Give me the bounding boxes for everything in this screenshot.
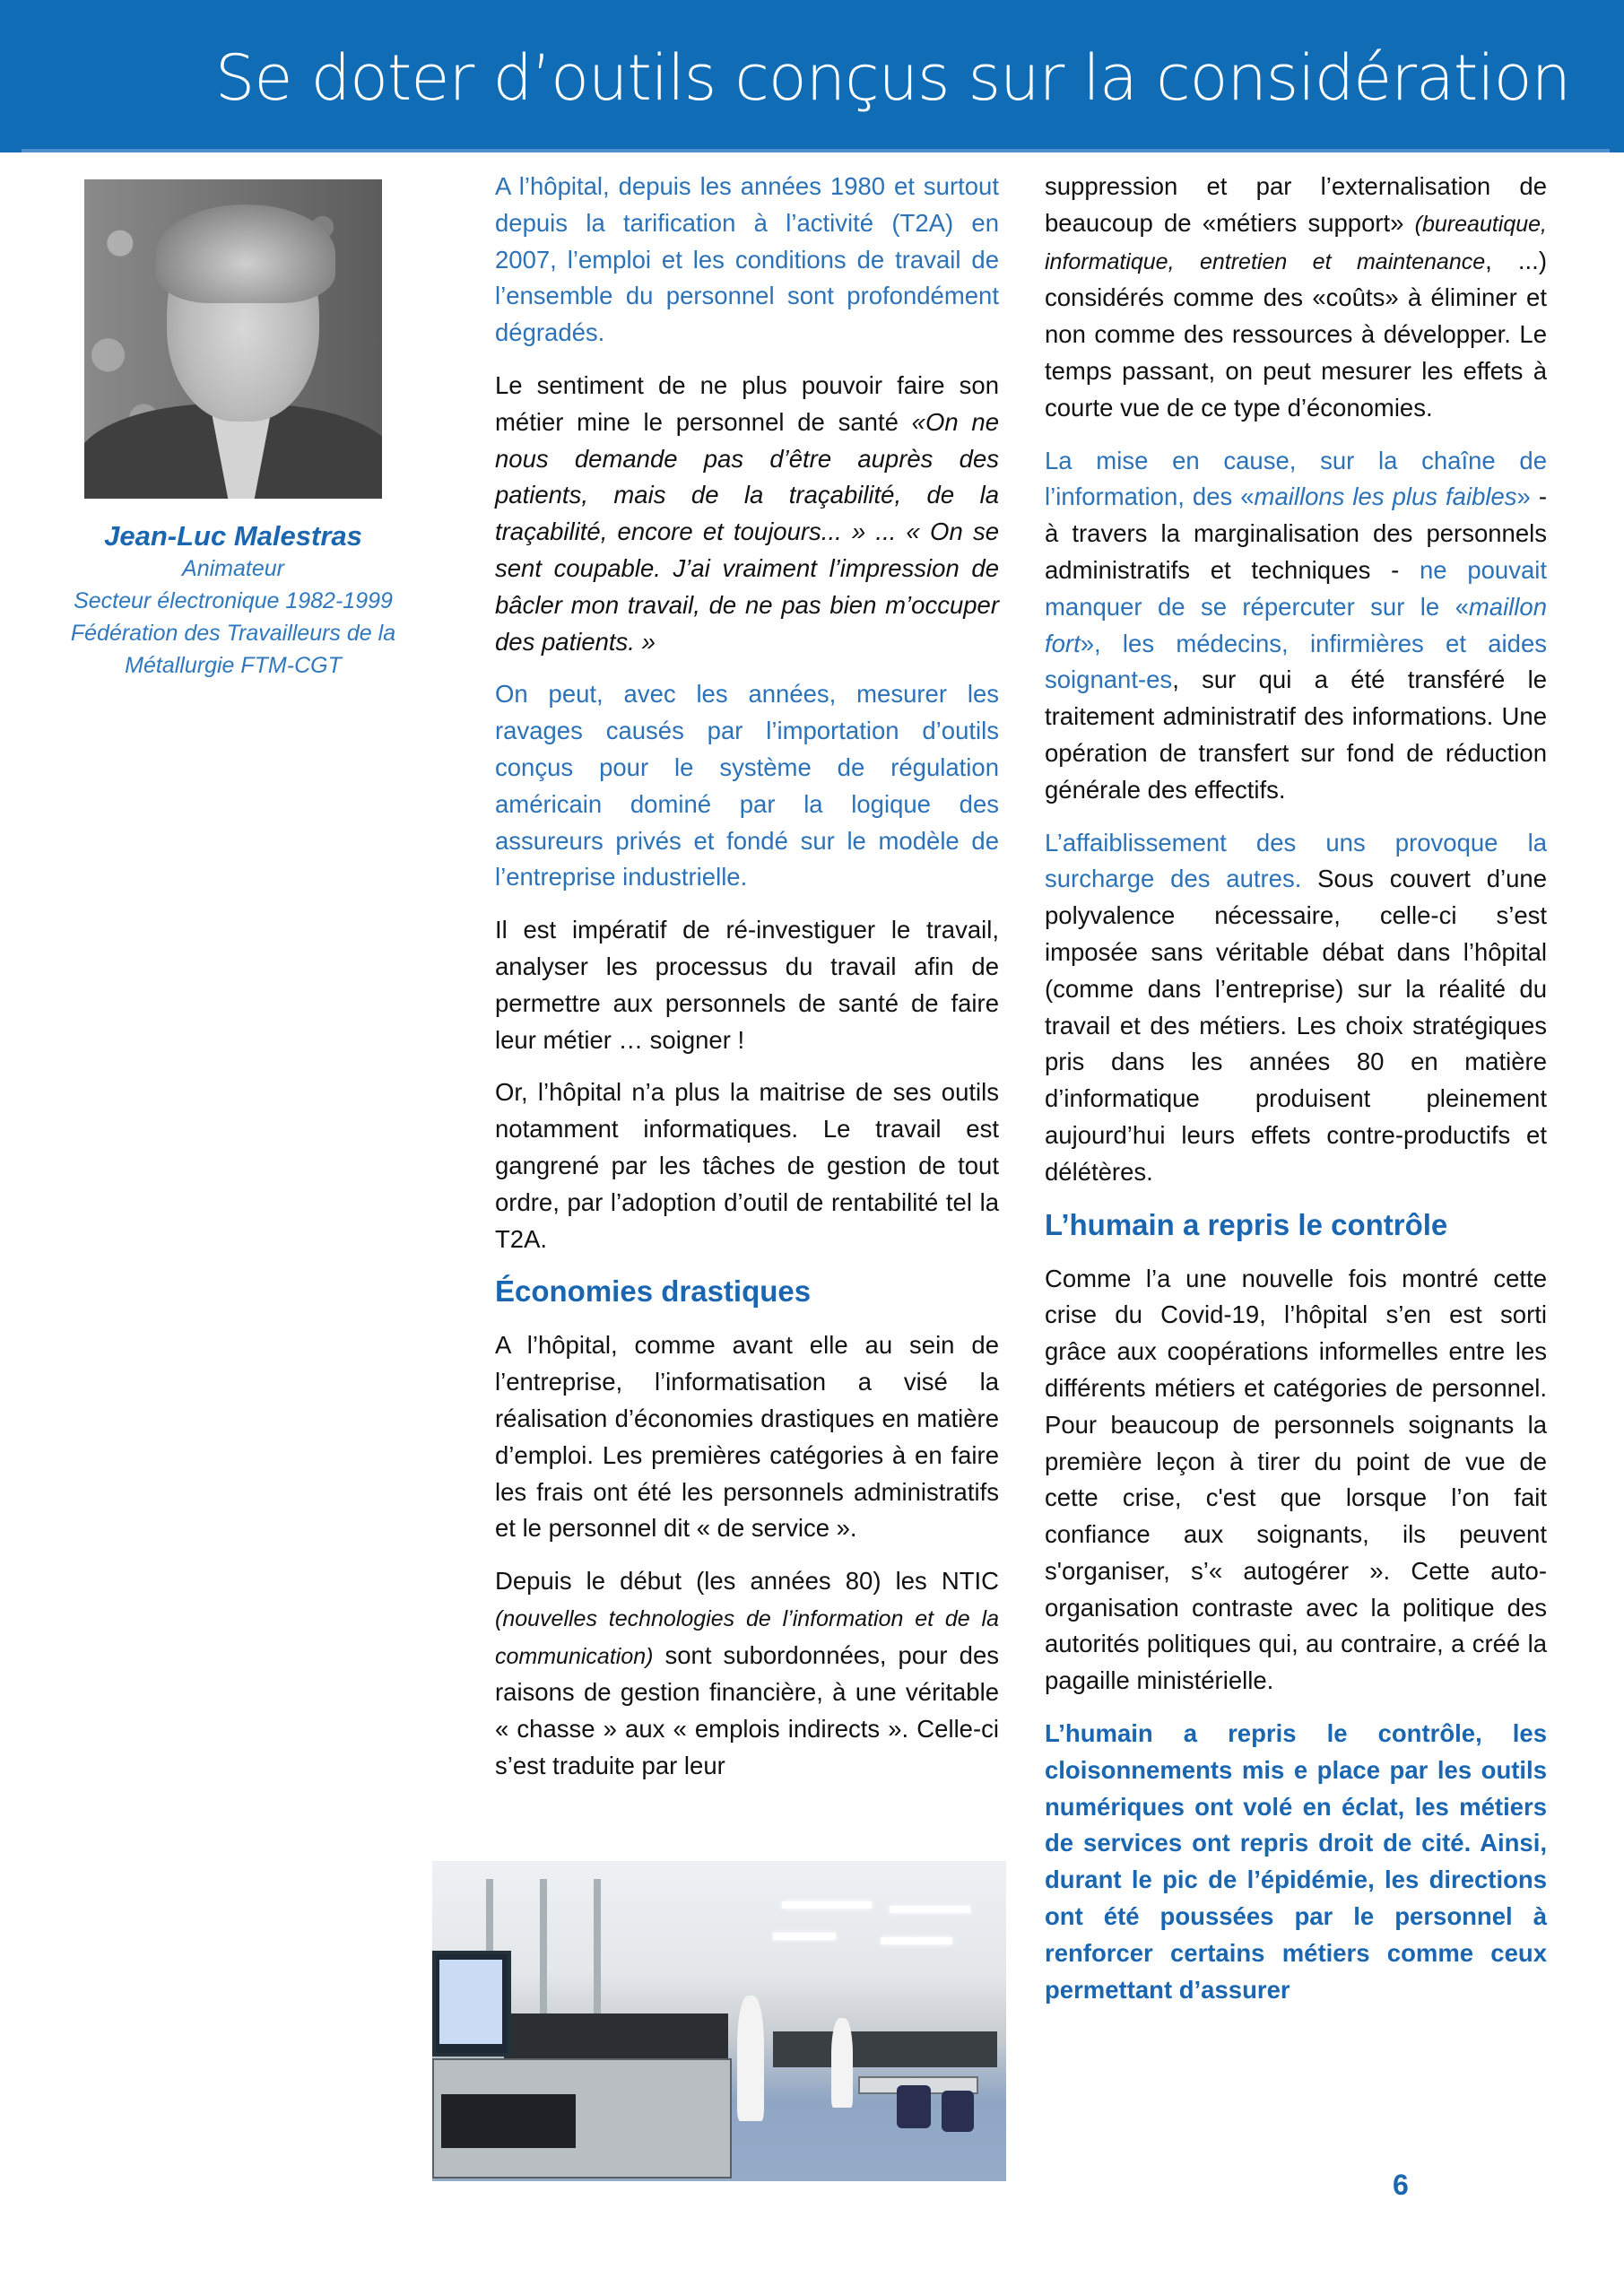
author-federation-cont: Métallurgie FTM-CGT: [125, 653, 342, 678]
author-portrait: [84, 179, 382, 499]
ntic-definition: (nouvelles technologies de l’information et de la communication): [495, 1605, 999, 1669]
page-number: 6: [1393, 2169, 1409, 2201]
affaiblissement-lead: L’affaiblissement des uns provoque la surcharge des autres.: [1045, 828, 1547, 893]
header-divider: [22, 149, 1610, 152]
technician-figure: [831, 2018, 853, 2108]
paragraph-sentiment-intro: Le sentiment de ne plus pouvoir faire son métier mine le personnel de santé: [495, 370, 999, 436]
ceiling-light: [890, 1906, 970, 1913]
maillon-fort: maillon fort: [1045, 592, 1547, 657]
maillons-blue-d: », les médecins, infirmières et aides soignant-es: [1045, 629, 1547, 694]
intro-paragraph: A l’hôpital, depuis les années 1980 et surtout depuis la tarification à l’activité (T2A) en 2007, l’emploi et les conditions de travail de l’ensemble du personnel sont profondément dégradés.: [495, 172, 999, 347]
author-federation: Fédération des Travailleurs de la: [70, 621, 396, 646]
paragraph-ntic-b: sont subordonnées, pour des raisons de gestion financière, à une véritable « chasse » aux « emplois indirects ». Celle-ci s’est traduite par leur: [495, 1640, 999, 1780]
maillons-blue-a: La mise en cause, sur la chaîne de l’information, des «: [1045, 446, 1547, 511]
ceiling-light: [881, 1937, 952, 1944]
portrait-hair: [156, 204, 335, 303]
machine-frame: [594, 1879, 601, 2031]
paragraph-covid: Comme l’a une nouvelle fois montré cette crise du Covid-19, l’hôpital s’en est sorti grâce aux coopérations informelles entre les différents métiers et catégories de personnel. Pour beaucoup de personnels soignants la première leçon à tirer du point de vue de cette crise, c'est que lorsque l’on fait confiance aux soignants, ils peuvent s'organiser, s’« autogérer ». Cette auto-organisation contraste avec la politique des autorités politiques qui, au contraire, a créé la pagaille ministérielle.: [1045, 1264, 1547, 1695]
paragraph-externalisation: [1045, 169, 1547, 427]
paragraph-ntic-a: Depuis le début (les années 80) les NTIC: [495, 1567, 999, 1596]
author-sidebar: [36, 179, 430, 682]
lab-chair: [897, 2085, 931, 2128]
ceiling-light: [782, 1901, 872, 1909]
monitor-screen: [439, 1960, 502, 2044]
maillons-blue-c: ne pouvait manquer de se répercuter sur le «: [1045, 555, 1547, 621]
maillons-black-b: , sur qui a été transféré le traitement administratif des informations. Une opération de transfert sur fond de réduction générale des effectifs.: [1045, 665, 1547, 804]
header-banner: [0, 0, 1624, 152]
paragraph-informatisation: A l’hôpital, comme avant elle au sein de l’entreprise, l’informatisation a visé la réalisation d’économies drastiques en matière d’emploi. Les premières catégories à en faire les frais ont été les personnels administratifs et le personnel dit « de service ».: [495, 1331, 999, 1543]
paragraph-externalisation-b: , ...) considérés comme des «coûts» à éliminer et non comme des ressources à développer. Le temps passant, on peut mesurer les effets à courte vue de ce type d’économies.: [1045, 246, 1547, 422]
article-column-middle: [495, 169, 999, 1801]
page-title: Se doter d’outils conçus sur la considération: [214, 41, 1570, 115]
affaiblissement-body: Sous couvert d’une polyvalence nécessaire, celle-ci s’est imposée sans véritable débat dans l’hôpital (comme dans l’entreprise) sur la réalité du travail et des métiers. Les choix stratégiques pris dans les années 80 en matière d’informatique produisent pleinement aujourd’hui leurs effets contre-productifs et délétères.: [1045, 865, 1547, 1186]
author-role: Animateur: [182, 556, 284, 581]
paragraph-ravages: On peut, avec les années, mesurer les ravages causés par l’importation d’outils conçus pour le système de régulation américain dominé par la logique des assureurs privés et fondé sur le modèle de l’entreprise industrielle.: [495, 680, 999, 891]
maillons-black-a: - à travers la marginalisation des personnels administratifs et techniques -: [1045, 483, 1547, 584]
paragraph-imperatif: Il est impératif de ré-investiguer le travail, analyser les processus du travail afin de permettre aux personnels de santé de faire leur métier … soigner !: [495, 916, 999, 1054]
machine-frame: [540, 1879, 547, 2031]
technician-figure: [737, 1996, 764, 2121]
assembly-machine: [504, 2013, 728, 2058]
author-name: Jean-Luc Malestras: [104, 520, 362, 552]
article-column-right: [1045, 169, 1547, 2024]
maillons-faibles: maillons les plus faibles: [1254, 483, 1517, 511]
ceiling-light: [773, 1933, 836, 1940]
section-heading-humain: L’humain a repris le contrôle: [1045, 1207, 1448, 1241]
paragraph-ntic: [495, 1563, 999, 1785]
electronics-lab-photo: [432, 1861, 1006, 2181]
computer-monitor: [432, 1951, 511, 2057]
staff-quote: «On ne nous demande pas d’être auprès des patients, mais de la traçabilité, de la traçabilité, encore et toujours... » ... « On se sent coupable. J’ai vraiment l’impression de bâcler mon travail, de ne pas bien m’occuper des patients. »: [495, 407, 999, 656]
paragraph-externalisation-a: suppression et par l’externalisation de beaucoup de «métiers support»: [1045, 172, 1547, 237]
maillons-blue-b: »: [1516, 483, 1531, 511]
machine-bed: [441, 2094, 576, 2148]
section-heading-economies: Économies drastiques: [495, 1274, 812, 1309]
production-line: [773, 2031, 997, 2067]
paragraph-humain-controle: L’humain a repris le contrôle, les cloisonnements mis e place par les outils numériques ont volé en éclat, les métiers de services ont repris droit de cité. Ainsi, durant le pic de l’épidémie, les directions ont été poussées par le personnel à renforcer certains métiers comme ceux permettant d’assurer: [1045, 1719, 1547, 2004]
lab-chair: [942, 2091, 974, 2132]
author-sector: Secteur électronique 1982-1999: [74, 588, 393, 613]
paragraph-affaiblissement: [1045, 825, 1547, 1191]
paragraph-maillons: [1045, 443, 1547, 809]
support-jobs-list: (bureautique, informatique, entretien et maintenance: [1045, 211, 1547, 274]
paragraph-sentiment: [495, 368, 999, 660]
paragraph-maitrise: Or, l’hôpital n’a plus la maitrise de ses outils notamment informatiques. Le travail est gangrené par les tâches de gestion de tout ordre, par l’adoption d’outil de rentabilité tel la T2A.: [495, 1078, 999, 1253]
